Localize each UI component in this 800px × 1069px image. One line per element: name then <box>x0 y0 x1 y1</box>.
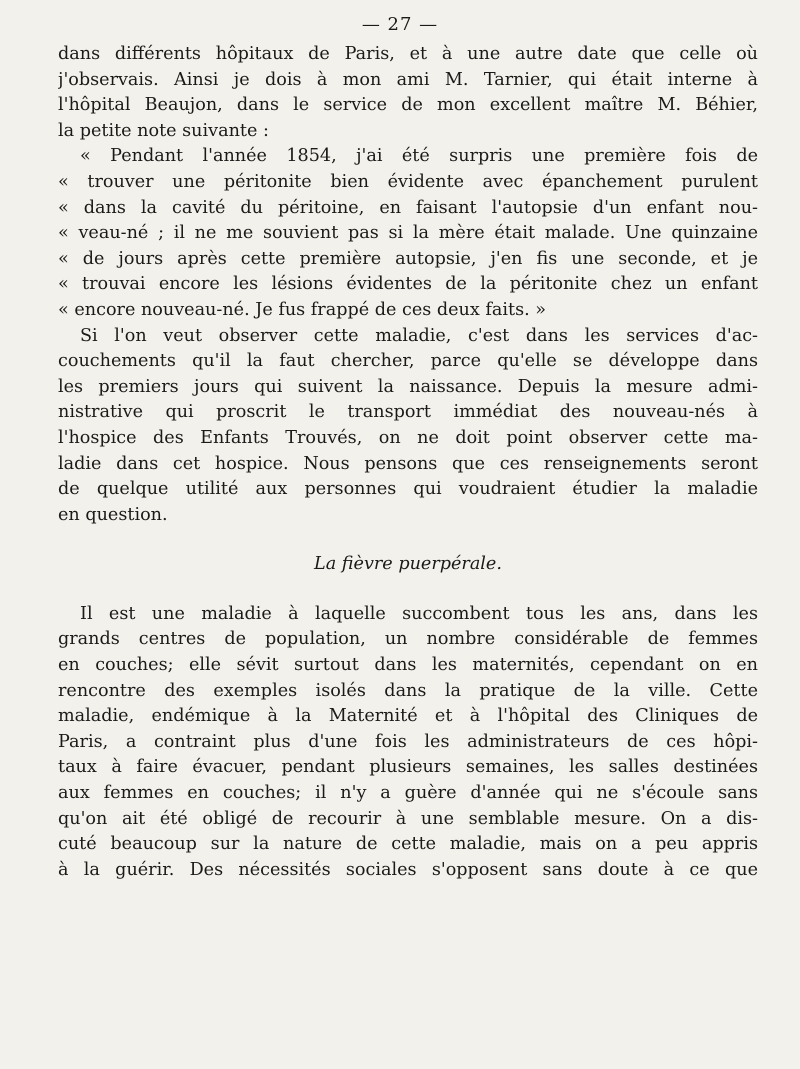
text-line: aux femmes en couches; il n'y a guère d'année qui ne s'écoule sans <box>58 783 758 804</box>
text-line: couchements qu'il la faut chercher, parce qu'elle se développe dans <box>58 351 758 372</box>
text-line: l'hôpital Beaujon, dans le service de mon excellent maître M. Béhier, <box>58 95 758 116</box>
text-line: nistrative qui proscrit le transport immédiat des nouveau-nés à <box>58 402 758 423</box>
section-heading: La fièvre puerpérale. <box>314 554 502 575</box>
text-line: maladie, endémique à la Maternité et à l'hôpital des Cliniques de <box>58 706 758 727</box>
page-number: — 27 — <box>361 14 439 35</box>
quote-line: « Pendant l'année 1854, j'ai été surpris une première fois de <box>80 146 758 167</box>
text-line: rencontre des exemples isolés dans la pratique de la ville. Cette <box>58 680 758 701</box>
quote-line: « encore nouveau-né. Je fus frappé de ces deux faits. » <box>58 299 547 320</box>
text-line: l'hospice des Enfants Trouvés, on ne doit point observer cette ma- <box>58 427 758 448</box>
text-line: taux à faire évacuer, pendant plusieurs semaines, les salles destinées <box>58 757 758 778</box>
text-line: les premiers jours qui suivent la naissance. Depuis la mesure admi- <box>58 376 758 397</box>
quote-line: « veau-né ; il ne me souvient pas si la mère était malade. Une quinzaine <box>58 223 758 244</box>
quote-line: « de jours après cette première autopsie, j'en fis une seconde, et je <box>58 248 758 269</box>
quote-line: « dans la cavité du péritoine, en faisant l'autopsie d'un enfant nou- <box>58 197 758 218</box>
text-line: dans différents hôpitaux de Paris, et à une autre date que celle où <box>58 44 758 64</box>
text-line: à la guérir. Des nécessités sociales s'opposent sans doute à ce que <box>58 859 758 880</box>
text-line: j'observais. Ainsi je dois à mon ami M. Tarnier, qui était interne à <box>58 69 758 90</box>
text-line: de quelque utilité aux personnes qui voudraient étudier la maladie <box>58 479 758 500</box>
text-line: Si l'on veut observer cette maladie, c'est dans les services d'ac- <box>80 325 758 346</box>
text-line: Il est une maladie à laquelle succombent tous les ans, dans les <box>80 603 758 624</box>
text-line: en couches; elle sévit surtout dans les maternités, cependant on en <box>58 655 758 676</box>
text-line: en question. <box>58 504 168 525</box>
quote-line: « trouvai encore les lésions évidentes de la péritonite chez un enfant <box>58 274 758 295</box>
text-line: cuté beaucoup sur la nature de cette maladie, mais on a peu appris <box>58 834 758 855</box>
quote-line: « trouver une péritonite bien évidente avec épanchement purulent <box>58 171 758 192</box>
text-line: grands centres de population, un nombre considérable de femmes <box>58 629 758 650</box>
text-line: Paris, a contraint plus d'une fois les administrateurs de ces hôpi- <box>58 731 758 752</box>
text-line: la petite note suivante : <box>58 120 269 141</box>
text-line: ladie dans cet hospice. Nous pensons que ces renseignements seront <box>58 453 758 474</box>
text-line: qu'on ait été obligé de recourir à une semblable mesure. On a dis- <box>58 808 758 829</box>
body-text <box>58 42 758 883</box>
